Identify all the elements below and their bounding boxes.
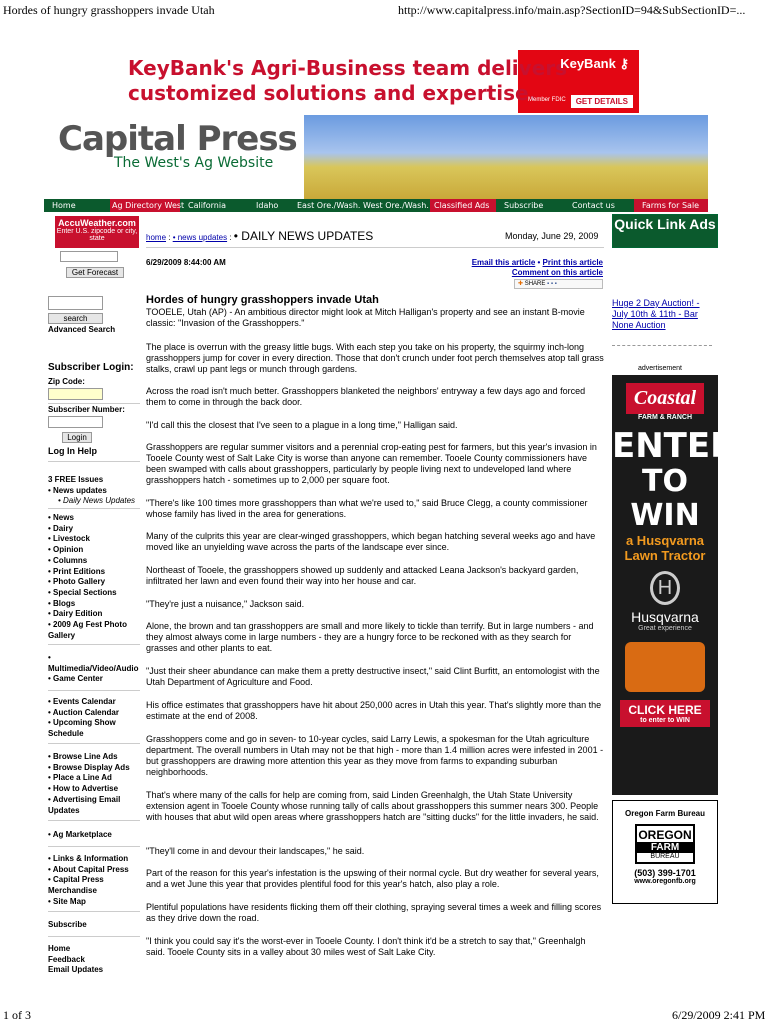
sidebar-item-auction-calendar[interactable]: • Auction Calendar — [48, 707, 119, 717]
sidebar-item-advertising-email[interactable]: • Advertising Email — [48, 794, 121, 804]
sidebar-item-dairy[interactable]: • Dairy — [48, 523, 74, 533]
nav-contact-us[interactable]: Contact us — [572, 201, 615, 210]
article-paragraph: "I'd call this the closest that I've seen to a plague in a long time," Halligan said. — [146, 420, 458, 430]
sidebar-item-news[interactable]: • News — [48, 513, 74, 522]
sidebar-item-ag-fest-photo[interactable]: • 2009 Ag Fest Photo — [48, 620, 127, 630]
comment-article-link[interactable]: Comment on this article — [511, 268, 603, 277]
subscriber-login-heading: Subscriber Login: — [48, 362, 134, 373]
nav-subscribe[interactable]: Subscribe — [504, 201, 544, 210]
sidebar-item-browse-line-ads[interactable]: • Browse Line Ads — [48, 752, 118, 761]
free-issues-link[interactable]: 3 FREE Issues — [48, 475, 104, 484]
auction-ad-link[interactable]: Huge 2 Day Auction! - July 10th & 11th - Bar None Auction — [612, 298, 700, 330]
nav-california[interactable]: California — [188, 201, 226, 210]
sidebar-item-ag-marketplace[interactable]: • Ag Marketplace — [48, 830, 112, 839]
get-details-button[interactable]: GET DETAILS — [571, 95, 633, 108]
print-page-number: 1 of 3 — [3, 1008, 31, 1022]
article-paragraph: His office estimates that grasshoppers have hit about 250,000 acres in Utah this year. That's slightly more than the estimate at the end of 2008. — [146, 700, 602, 721]
accuweather-widget — [55, 216, 139, 248]
article-paragraph: "There's like 100 times more grasshoppers than what we're used to," said Bruce Clegg, a county commissioner whose family has lived in the area for generations. — [146, 498, 588, 519]
sidebar-item-capital-press[interactable]: • Capital Press — [48, 875, 104, 885]
ad-prize-1: a Husqvarna — [625, 533, 705, 548]
coastal-logo: Coastal — [626, 383, 704, 414]
sidebar-item-how-to-advertise[interactable]: • How to Advertise — [48, 784, 119, 794]
sidebar-item-browse-display-ads[interactable]: • Browse Display Ads — [48, 762, 130, 772]
sidebar-item-updates[interactable]: Updates — [48, 805, 80, 815]
sidebar-item-about[interactable]: • About Capital Press — [48, 864, 129, 874]
sidebar-item-game-center[interactable]: • Game Center — [48, 674, 103, 684]
article-paragraph: "Just their sheer abundance can make them a pretty destructive insect," said Clint Burfitt, an entomologist with the Utah Department of Agriculture and Food. — [146, 666, 600, 687]
husqvarna-logo: Husqvarna — [631, 609, 699, 625]
divider — [48, 403, 140, 404]
print-page-title: Hordes of hungry grasshoppers invade Utah — [3, 3, 215, 17]
site-tagline: The West's Ag Website — [114, 155, 274, 171]
article-paragraph: That's where many of the calls for help are coming from, said Linden Greenhalgh, the Utah State University extension agent in Tooele County whose running tally of calls about grasshoppers this summer nears 300. People with houses that abut wild open areas where grasshoppers hatch are "sitting ducks" for the little invaders, he said. — [146, 790, 599, 822]
nav-idaho[interactable]: Idaho — [256, 201, 279, 210]
keybank-banner-ad[interactable] — [118, 50, 639, 113]
sidebar-item-upcoming-show[interactable]: • Upcoming Show — [48, 718, 116, 728]
sidebar-item-livestock[interactable]: • Livestock — [48, 534, 90, 544]
article-paragraph: Northeast of Tooele, the grasshoppers showed up suddenly and attacked Leana Jackson's backyard garden, infiltrated her lawn and even found their way into her house and car. — [146, 565, 579, 586]
sidebar-item-home[interactable]: Home — [48, 944, 71, 953]
divider — [48, 743, 140, 744]
nav-farms-for-sale[interactable]: Farms for Sale — [634, 199, 708, 212]
sidebar-item-bullet: • — [48, 653, 51, 662]
search-input[interactable] — [48, 296, 103, 310]
sidebar-item-email-updates[interactable]: Email Updates — [48, 965, 104, 975]
site-logo[interactable]: Capital Press — [58, 119, 297, 159]
ofb-logo: OREGON FARM BUREAU — [635, 824, 695, 864]
divider — [48, 911, 140, 912]
divider — [48, 461, 140, 462]
sidebar-group-events — [48, 697, 119, 740]
sidebar-item-blogs[interactable]: • Blogs — [48, 598, 76, 608]
weather-zip-input[interactable] — [60, 251, 118, 262]
zip-code-label: Zip Code: — [48, 377, 85, 386]
ofb-web: www.oregonfb.org — [634, 878, 696, 885]
divider — [48, 846, 140, 847]
search-button[interactable]: search — [48, 313, 103, 324]
sidebar-item-dairy-edition[interactable]: • Dairy Edition — [48, 609, 103, 619]
nav-ag-directory-west[interactable]: Ag Directory West — [112, 201, 185, 210]
sidebar-item-subscribe[interactable]: Subscribe — [48, 920, 87, 929]
ad-line-2: customized solutions and expertise. — [128, 81, 537, 105]
divider — [146, 247, 604, 248]
lawn-tractor-image — [625, 642, 705, 692]
zip-code-input[interactable] — [48, 388, 103, 400]
page-date: Monday, June 29, 2009 — [505, 231, 599, 241]
sidebar-item-columns[interactable]: • Columns — [48, 555, 88, 565]
nav-east-ore-wash[interactable]: East Ore./Wash. — [297, 201, 361, 210]
sidebar-group-media — [48, 653, 139, 685]
login-button[interactable]: Login — [62, 432, 92, 443]
email-article-link[interactable]: Email this article — [471, 258, 536, 267]
accuweather-logo: AccuWeather.com — [58, 218, 136, 228]
print-article-link[interactable]: Print this article — [542, 258, 603, 267]
news-updates-link[interactable]: • News updates — [48, 486, 107, 495]
subscriber-number-label: Subscriber Number: — [48, 405, 125, 414]
sidebar-group-ads — [48, 752, 130, 816]
ofb-title: Oregon Farm Bureau — [624, 809, 705, 818]
daily-news-updates-link[interactable]: • Daily News Updates — [58, 496, 136, 505]
sidebar-item-opinion[interactable]: • Opinion — [48, 545, 84, 555]
divider — [48, 644, 140, 645]
key-icon: ⚷ — [619, 56, 629, 71]
sidebar-item-print-editions[interactable]: • Print Editions — [48, 566, 106, 576]
article-paragraph: "I think you could say it's the worst-ever in Tooele County. I don't think it'd be a stretch to say that," Greenhalgh said. Tooele County sits in a valley about 30 miles west of Salt Lake City. — [146, 936, 586, 957]
divider — [48, 690, 140, 691]
article-paragraph: Alone, the brown and tan grasshoppers are small and more likely to tickle than terrify. But in large numbers - and they almost always come in large numbers - they are a hungry force to be reckoned with as they search for grasses and other plants to eat. — [146, 621, 594, 653]
sidebar-group-footer — [48, 944, 103, 976]
breadcrumb-current: • DAILY NEWS UPDATES — [233, 229, 374, 243]
sidebar-item-special-sections[interactable]: • Special Sections — [48, 587, 117, 597]
sidebar-item-merchandise[interactable]: Merchandise — [48, 886, 97, 896]
ofb-phone: (503) 399-1701 — [634, 868, 696, 878]
ad-line-1: KeyBank's Agri-Business team delivers — [128, 56, 568, 80]
article-paragraph: Part of the reason for this year's infestation is the upswing of their normal cycle. But dry weather for several years, and a wet June this year that provides plentiful food for this year's hatch, also play a role. — [146, 868, 599, 889]
sidebar-item-events-calendar[interactable]: • Events Calendar — [48, 697, 116, 706]
ad-fdic: Member FDIC — [528, 97, 566, 103]
article-tools: Email this article • Print this article — [471, 258, 603, 267]
article-paragraph: Many of the culprits this year are clear-winged grasshoppers, which began hatching several weeks ago and have moved like an unyielding wave across the parts of the landscape ever since. — [146, 531, 596, 552]
share-button[interactable]: ✚ SHARE ▪ ▪ ▪ — [514, 279, 603, 289]
article-headline: Hordes of hungry grasshoppers invade Utah — [146, 294, 379, 306]
nav-west-ore-wash[interactable]: West Ore./Wash. — [363, 201, 429, 210]
ad-prize-2: Lawn Tractor — [624, 548, 706, 563]
article-paragraph: The place is overrun with the greasy little bugs. With each step you take on his property, the squirmy inch-long grasshoppers jump for cover in every direction. Those that don't crunch under foot perch themselves atop tall grass stalks, crawl up pant legs or munch through gardens. — [146, 342, 604, 374]
breadcrumb: home : • news updates : • DAILY NEWS UPDATES — [146, 229, 374, 243]
article-paragraph: Grasshoppers are regular summer visitors and a perennial crop-eating pest for farmers, but this year's invasion in Tooele County west of Salt Lake City is worse than anyone can remember. Tooele County commissioners have been swamped with calls about grasshoppers, particularly by people living next to undeveloped land where grasshoppers hatch - sometimes up to 2,000 per square foot. — [146, 442, 597, 485]
sidebar-item-links-info[interactable]: • Links & Information — [48, 854, 129, 863]
divider — [48, 508, 140, 509]
nav-classified-ads[interactable]: Classified Ads — [430, 199, 496, 212]
accuweather-hint: Enter U.S. zipcode or city, state — [56, 228, 138, 242]
get-forecast-button[interactable]: Get Forecast — [66, 267, 124, 278]
sidebar-item-ag-fest-gallery[interactable]: Gallery — [48, 630, 76, 640]
bookmark-icons: ▪ ▪ ▪ — [547, 281, 557, 287]
article-paragraph: Plentiful populations have residents flicking them off their clothing, spraying several times a week and filling scores as they drive down the road. — [146, 902, 602, 923]
husqvarna-crown-icon: H — [650, 571, 680, 605]
quick-link-ads[interactable]: Quick Link Ads — [612, 214, 718, 248]
subscriber-number-input[interactable] — [48, 416, 103, 428]
sidebar-item-schedule[interactable]: Schedule — [48, 729, 84, 739]
oregon-farm-bureau-ad[interactable] — [612, 800, 718, 904]
article-paragraph: "They'll come in and devour their landscapes," he said. — [146, 846, 365, 856]
husqvarna-sub: Great experience — [638, 625, 692, 632]
breadcrumb-home[interactable]: home — [146, 233, 167, 242]
coastal-ad[interactable] — [612, 375, 737, 795]
coastal-sub: FARM & RANCH — [637, 414, 693, 421]
keybank-logo: KeyBank ⚷ — [560, 56, 629, 71]
login-help-link[interactable]: Log In Help — [48, 446, 97, 456]
article-paragraph: Across the road isn't much better. Grasshoppers blanketed the neighbors' entryway a few days ago and forced them to come in through the back door. — [146, 386, 586, 407]
click-here-button[interactable]: CLICK HERE to enter to WIN — [620, 700, 710, 727]
article-paragraph: Grasshoppers come and go in seven- to 10-year cycles, said Larry Lewis, a spokesman for the Utah agriculture department. The overall numbers in Utah may not be that high - more than 1.4 million acres were infested in 2001 - but grasshoppers are drawing more attention this year as they move from farms to expanding suburban neighborhoods. — [146, 734, 604, 777]
main-nav — [44, 199, 708, 212]
divider — [48, 820, 140, 821]
ad-to-win: TO WIN — [630, 464, 700, 533]
breadcrumb-news-updates[interactable]: • news updates — [172, 233, 228, 242]
article-paragraph: TOOELE, Utah (AP) - An ambitious director might look at Mitch Halligan's property and see an instant B-movie classic: "Invasion of the Grasshoppers." — [146, 307, 585, 328]
article-paragraph: "They're just a nuisance," Jackson said. — [146, 599, 305, 609]
sidebar-item-feedback[interactable]: Feedback — [48, 954, 85, 964]
ad-enter: ENTER — [612, 426, 737, 466]
sidebar-group-info — [48, 854, 129, 908]
article-timestamp: 6/29/2009 8:44:00 AM — [146, 258, 226, 267]
divider — [48, 936, 140, 937]
share-icon: ✚ — [518, 281, 524, 287]
sidebar-item-place-line-ad[interactable]: • Place a Line Ad — [48, 773, 112, 783]
advertisement-label: advertisement — [638, 365, 682, 372]
sidebar-item-multimedia[interactable]: Multimedia/Video/Audio — [48, 663, 139, 673]
sidebar-item-photo-gallery[interactable]: • Photo Gallery — [48, 577, 106, 587]
sidebar-item-site-map[interactable]: • Site Map — [48, 896, 86, 906]
print-datetime: 6/29/2009 2:41 PM — [672, 1008, 766, 1022]
sidebar-group-sections — [48, 513, 127, 641]
print-page-url: http://www.capitalpress.info/main.asp?SectionID=94&SubSectionID=... — [398, 3, 746, 17]
nav-home[interactable]: Home — [52, 201, 76, 210]
masthead — [44, 115, 708, 199]
advanced-search-link[interactable]: Advanced Search — [48, 325, 116, 334]
divider — [612, 345, 712, 346]
